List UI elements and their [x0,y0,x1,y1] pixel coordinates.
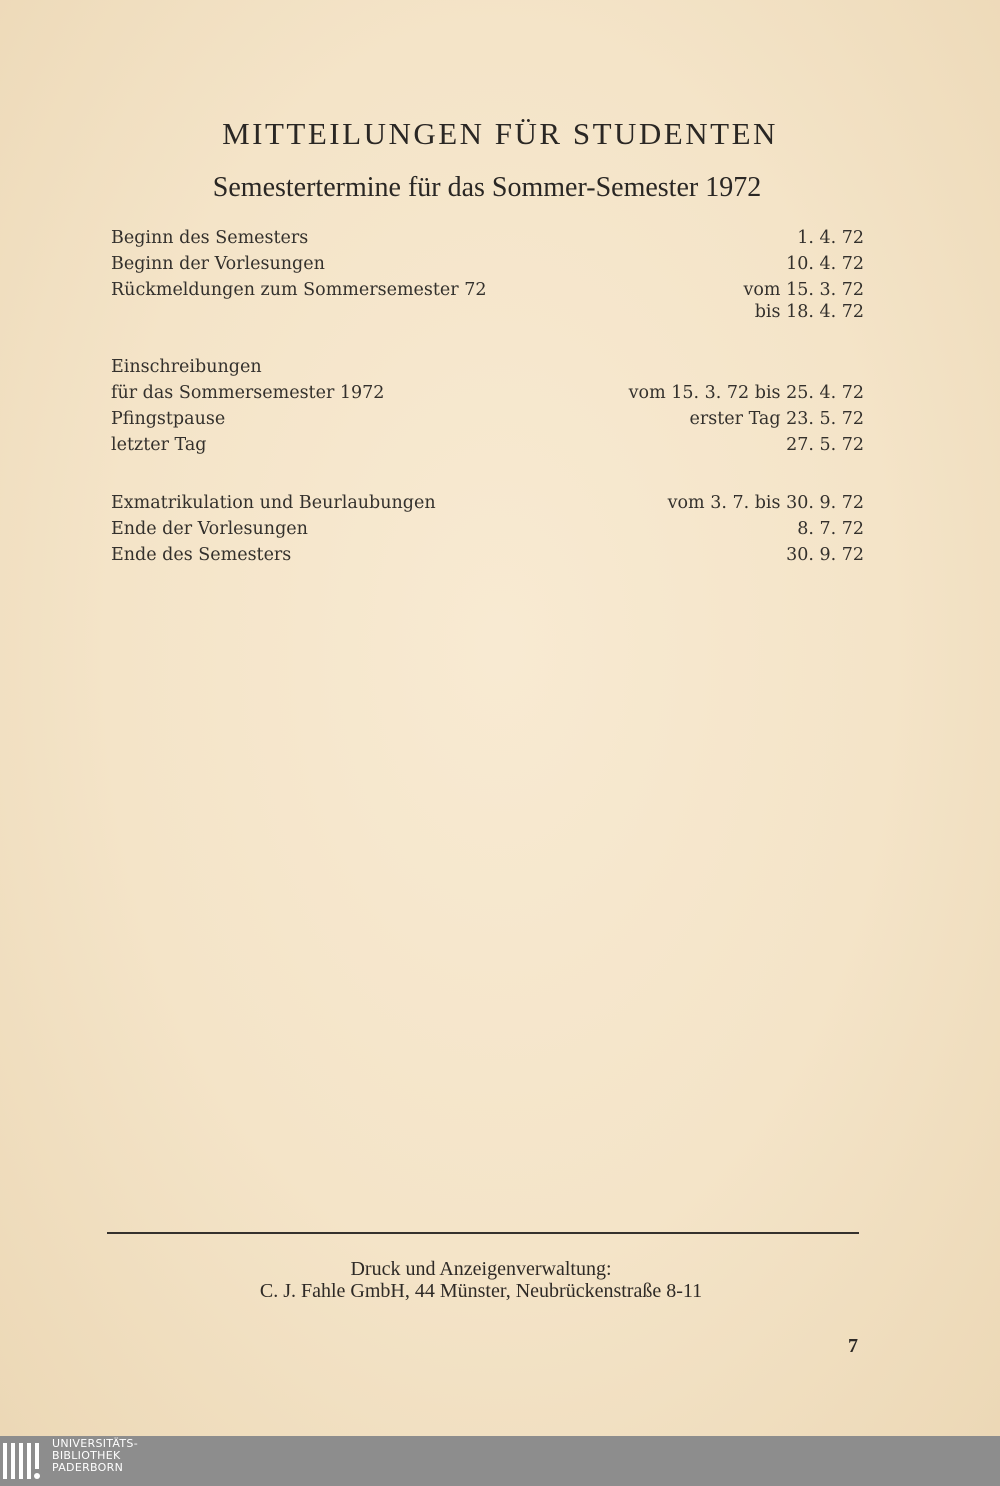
schedule-date: 8. 7. 72 [797,519,864,539]
horizontal-rule [107,1232,859,1234]
schedule-row [111,491,864,515]
schedule-label: Beginn der Vorlesungen [111,254,325,274]
schedule-label: Pfingstpause [111,409,226,429]
page-number: 7 [848,1335,858,1357]
schedule-label: Rückmeldungen zum Sommersemester 72 [111,280,487,300]
schedule-label: letzter Tag [111,435,207,455]
library-logo-icon [2,1440,46,1482]
schedule-row [111,300,864,324]
schedule-date: vom 15. 3. 72 bis 25. 4. 72 [628,383,864,403]
library-name [52,1438,138,1474]
page-subtitle: Semestertermine für das Sommer-Semester 1972 [212,172,762,203]
library-name-line: BIBLIOTHEK [52,1449,121,1462]
schedule-date: vom 3. 7. bis 30. 9. 72 [667,493,864,513]
imprint-address: C. J. Fahle GmbH, 44 Münster, Neubrückenstraße 8-11 [259,1280,703,1302]
schedule-row [111,433,864,457]
schedule-date: 27. 5. 72 [786,435,864,455]
schedule-label: für das Sommersemester 1972 [111,383,385,403]
schedule-row [111,278,864,302]
schedule-row [111,381,864,405]
schedule-label: Ende der Vorlesungen [111,519,308,539]
schedule-date: bis 18. 4. 72 [754,302,864,322]
schedule-row [111,543,864,567]
library-footer-bar [0,1436,1000,1486]
library-name-line: PADERBORN [52,1461,124,1474]
schedule-date: 10. 4. 72 [786,254,864,274]
schedule-row [111,407,864,431]
schedule-row [111,517,864,541]
schedule-row [111,226,864,250]
schedule-label: Exmatrikulation und Beurlaubungen [111,493,436,513]
page-title: MITTEILUNGEN FÜR STUDENTEN [222,116,778,151]
library-name-line: UNIVERSITÄTS- [52,1437,138,1450]
schedule-date: erster Tag 23. 5. 72 [689,409,864,429]
schedule-date: 1. 4. 72 [797,228,864,248]
schedule-label: Ende des Semesters [111,545,292,565]
schedule-date: 30. 9. 72 [786,545,864,565]
schedule-row [111,355,864,379]
schedule-label: Beginn des Semesters [111,228,309,248]
schedule-row [111,252,864,276]
imprint-line: Druck und Anzeigenverwaltung: [350,1258,612,1280]
schedule-date: vom 15. 3. 72 [743,280,864,300]
schedule-label: Einschreibungen [111,357,262,377]
